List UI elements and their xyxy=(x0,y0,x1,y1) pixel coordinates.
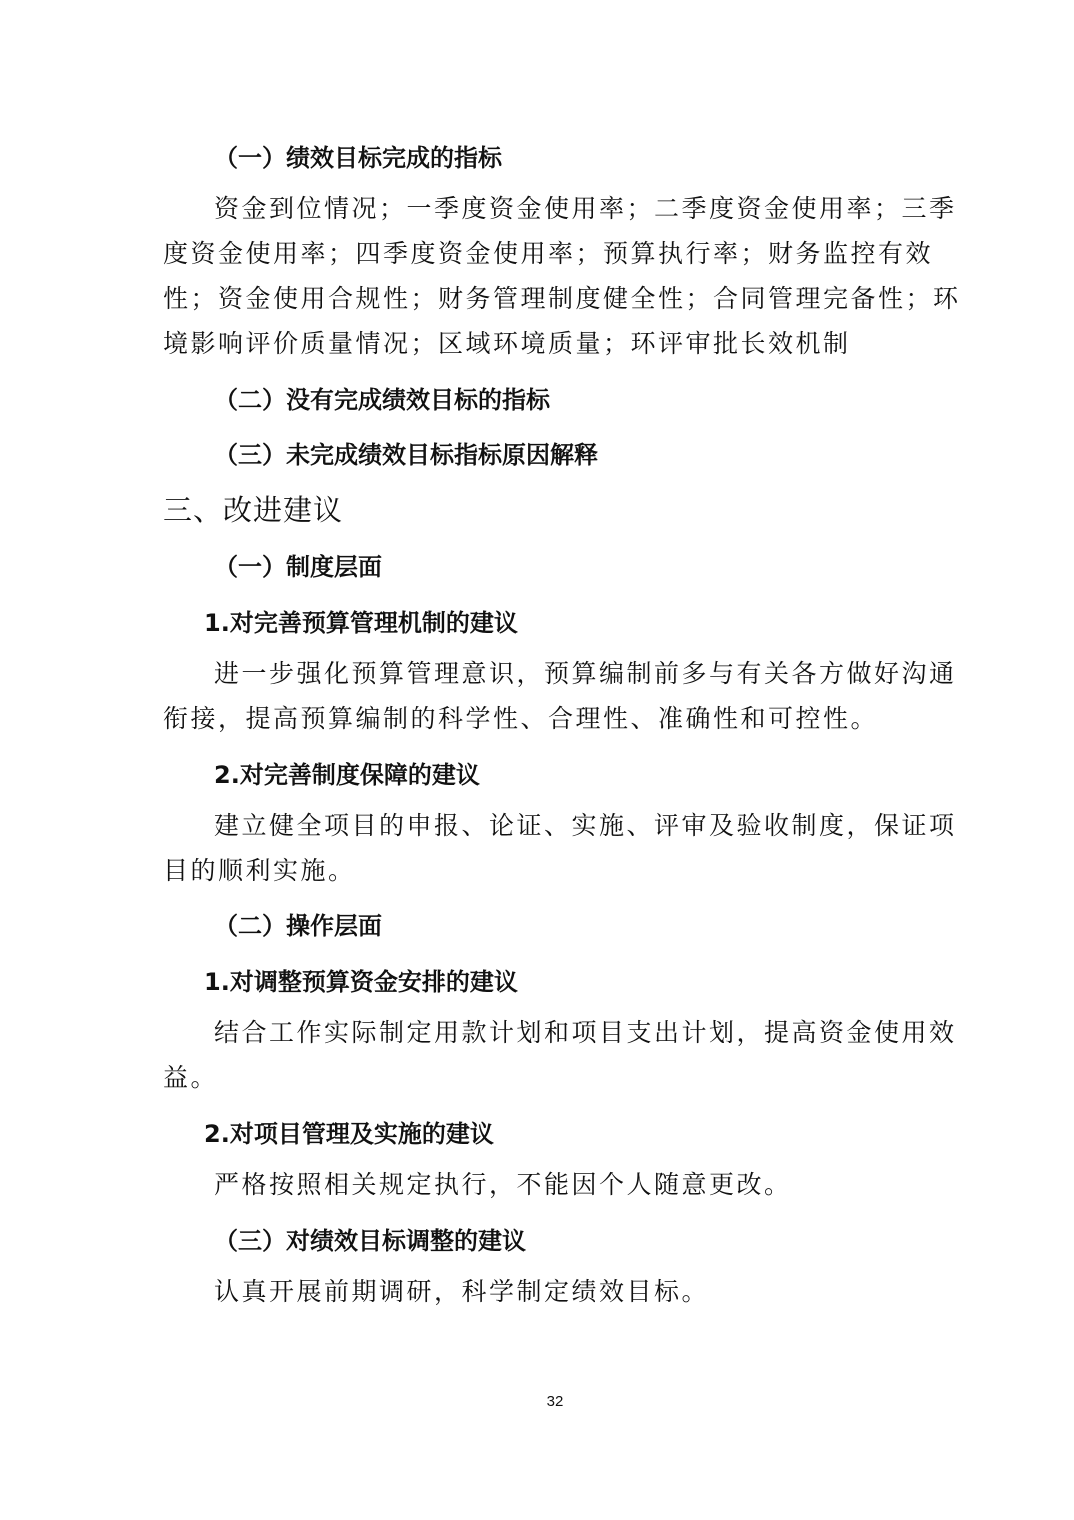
paragraph-line: 性；资金使用合规性；财务管理制度健全性；合同管理完备性；环 xyxy=(163,284,961,313)
item-heading: 2.对完善制度保障的建议 xyxy=(214,761,480,789)
subheading-completed-indicators: （一）绩效目标完成的指标 xyxy=(214,144,502,172)
paragraph-line: 认真开展前期调研，科学制定绩效目标。 xyxy=(214,1277,710,1306)
paragraph-line: 结合工作实际制定用款计划和项目支出计划，提高资金使用效 xyxy=(214,1018,957,1047)
subheading-operation-level: （二）操作层面 xyxy=(214,912,382,940)
subheading-target-adjustment: （三）对绩效目标调整的建议 xyxy=(214,1227,526,1255)
item-heading: 2.对项目管理及实施的建议 xyxy=(204,1120,494,1148)
paragraph-line: 进一步强化预算管理意识，预算编制前多与有关各方做好沟通 xyxy=(214,659,957,688)
subheading-system-level: （一）制度层面 xyxy=(214,553,382,581)
paragraph-line: 严格按照相关规定执行，不能因个人随意更改。 xyxy=(214,1170,792,1199)
paragraph-line: 资金到位情况；一季度资金使用率；二季度资金使用率；三季 xyxy=(214,194,957,223)
paragraph-line: 益。 xyxy=(163,1063,219,1092)
subheading-reason-explanation: （三）未完成绩效目标指标原因解释 xyxy=(214,441,598,469)
item-heading: 1.对完善预算管理机制的建议 xyxy=(204,609,518,637)
section-title: 三、改进建议 xyxy=(163,493,344,527)
paragraph-line: 建立健全项目的申报、论证、实施、评审及验收制度，保证项 xyxy=(214,811,957,840)
subheading-uncompleted-indicators: （二）没有完成绩效目标的指标 xyxy=(214,386,550,414)
paragraph-line: 衔接，提高预算编制的科学性、合理性、准确性和可控性。 xyxy=(163,704,879,733)
item-heading: 1.对调整预算资金安排的建议 xyxy=(204,968,518,996)
paragraph-line: 度资金使用率；四季度资金使用率；预算执行率；财务监控有效 xyxy=(163,239,934,268)
paragraph-line: 境影响评价质量情况；区域环境质量；环评审批长效机制 xyxy=(163,329,851,358)
page-number: 32 xyxy=(546,1393,564,1410)
paragraph-line: 目的顺利实施。 xyxy=(163,856,356,885)
